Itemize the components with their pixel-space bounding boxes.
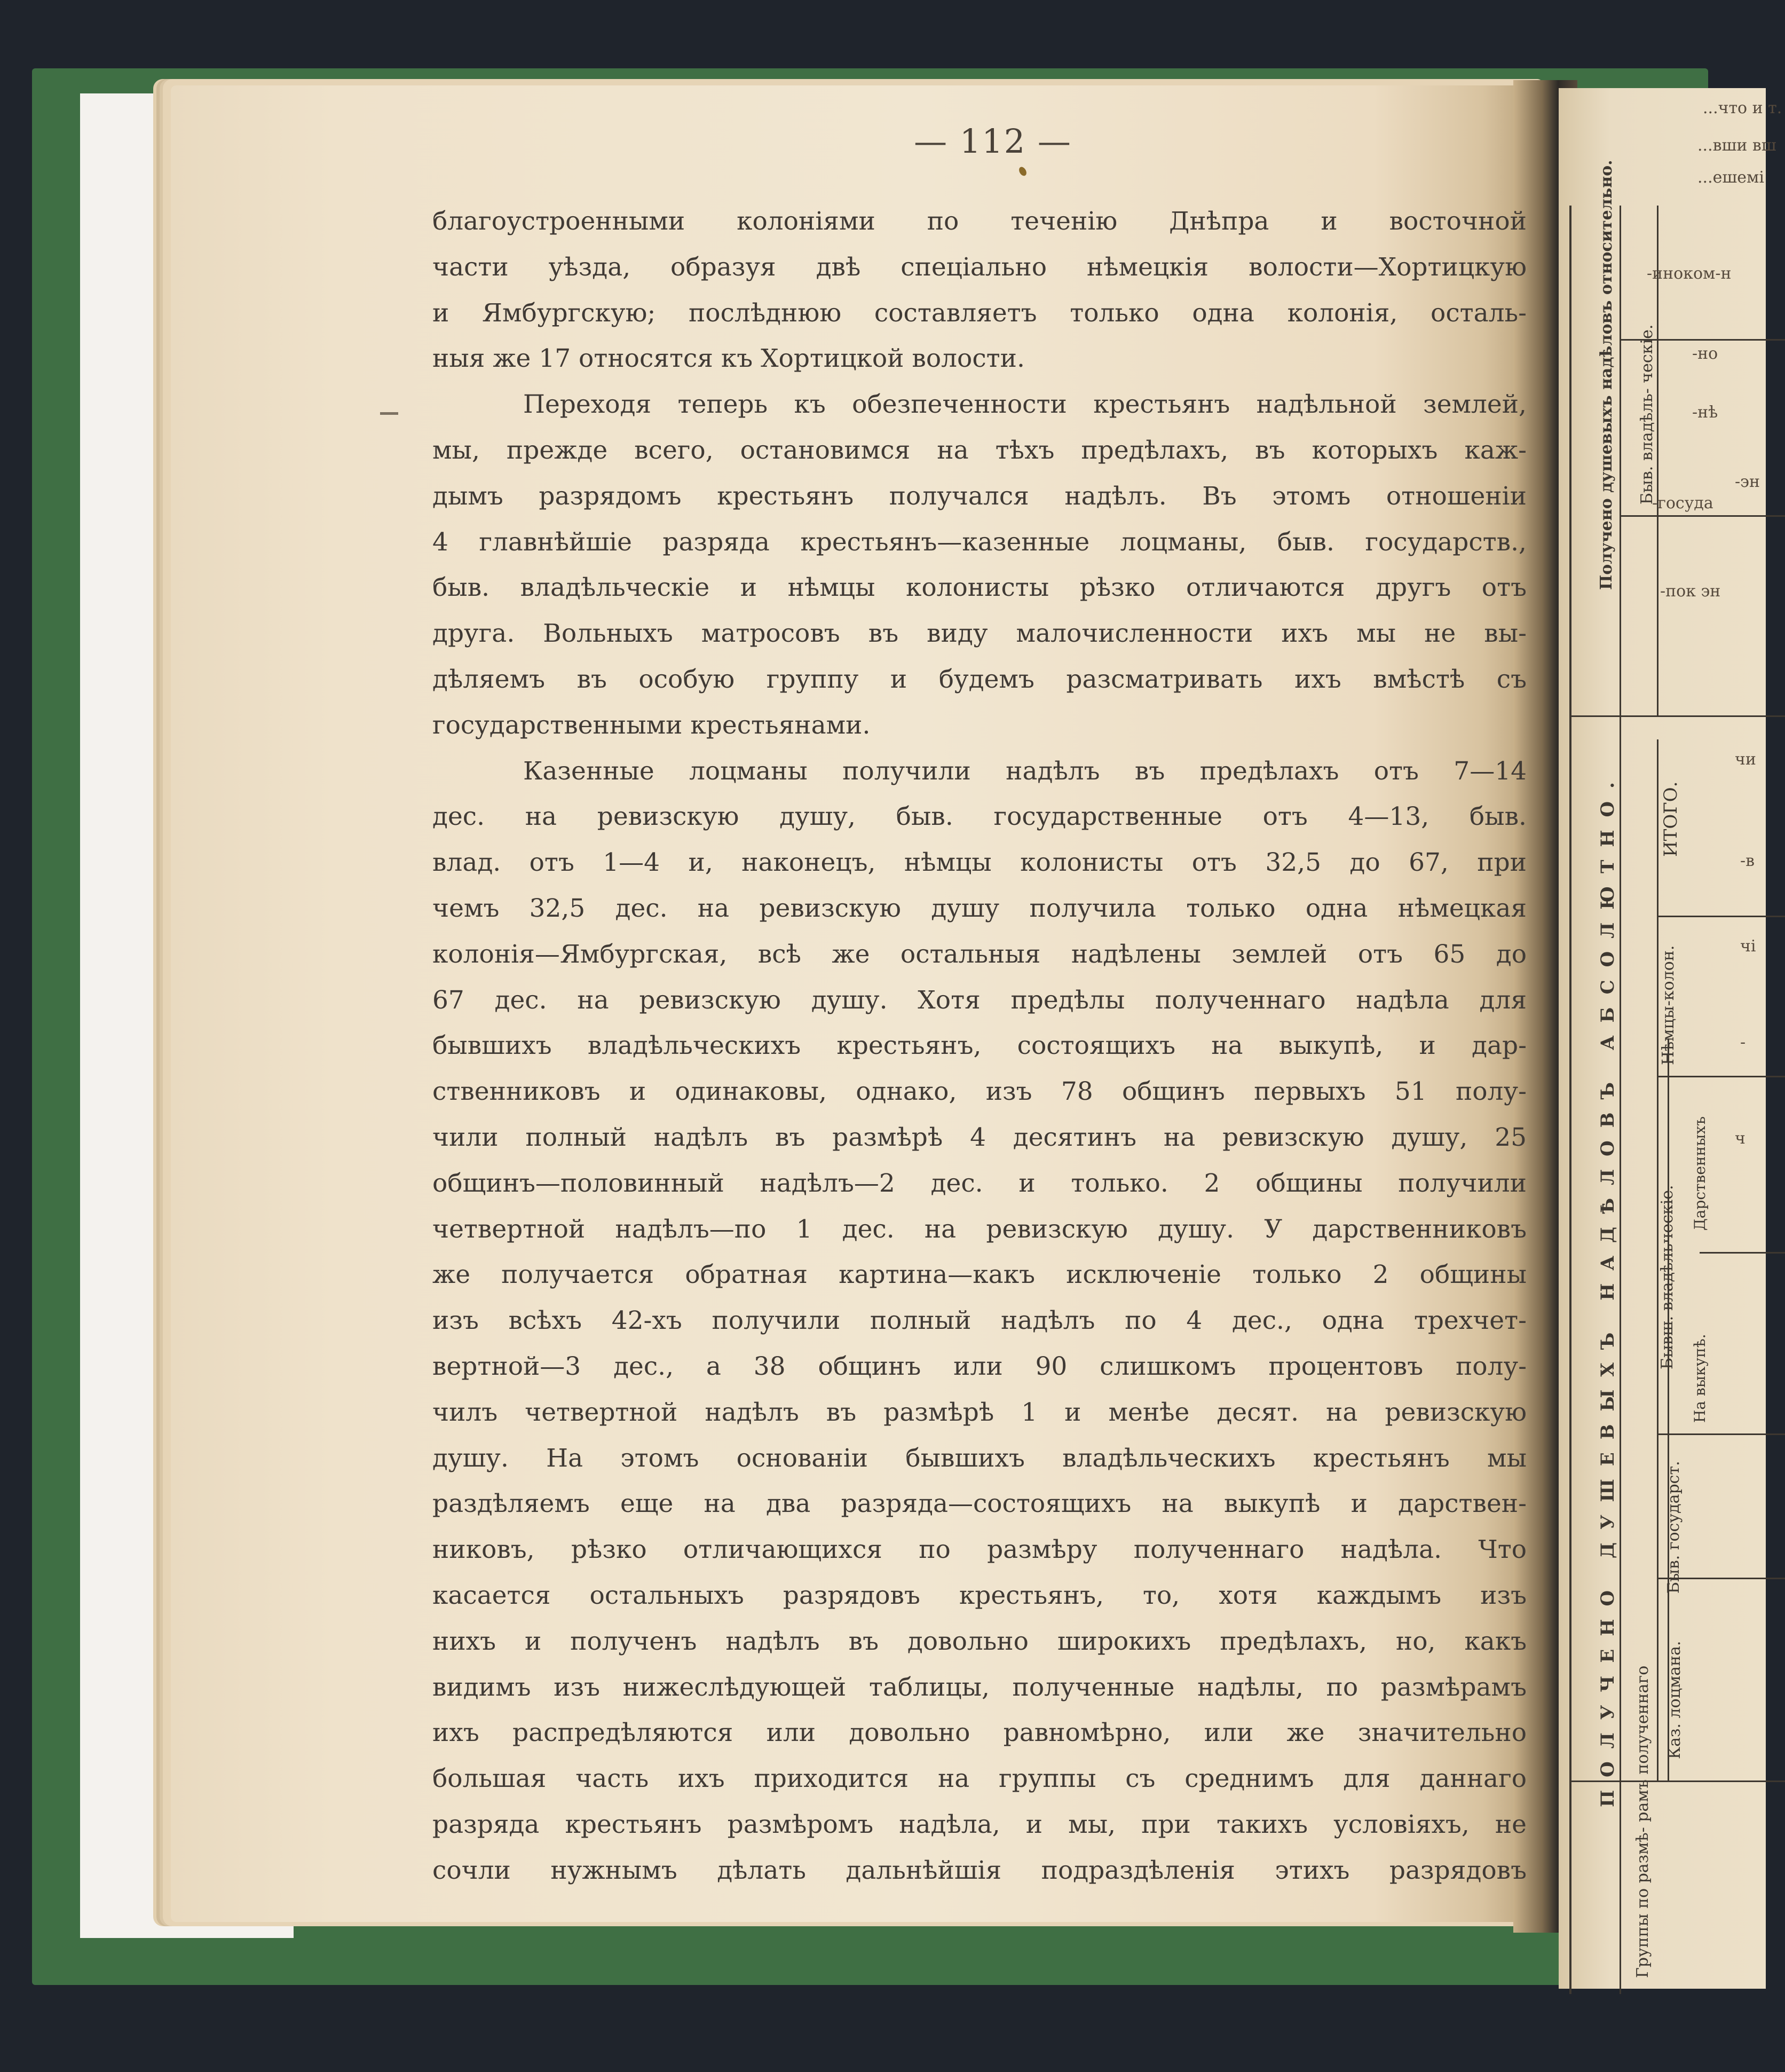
header-byvsh-vladelch: Бывш. владѣльческіе. — [1658, 1185, 1677, 1369]
text-line: Казенные лоцманы получили надѣлъ въ предѣлахъ отъ 7—14 — [523, 756, 1527, 786]
text-line: части уѣзда, образуя двѣ спеціально нѣмецкія волости—Хортицкую — [432, 252, 1527, 282]
text-line: благоустроенными колоніями по теченію Днѣпра и восточной — [432, 207, 1527, 236]
table-rule — [1700, 1252, 1785, 1254]
header-na-vykupe: На выкупѣ. — [1691, 1334, 1709, 1423]
text-line: бывшихъ владѣльческихъ крестьянъ, состоящихъ на выкупѣ, и дар- — [432, 1031, 1527, 1061]
text-line: быв. владѣльческіе и нѣмцы колонисты рѣзко отличаются другъ отъ — [432, 573, 1527, 603]
table-cell-fragment: -в — [1740, 852, 1755, 870]
table-cell-fragment: -пок эн — [1660, 582, 1721, 601]
header-absolute: ПОЛУЧЕНО ДУШЕВЫХЪ НАДѢЛОВЪ АБСОЛЮТНО. — [1597, 769, 1618, 1807]
text-line: 4 главнѣйшіе разряда крестьянъ—казенные лоцманы, быв. государств., — [432, 527, 1527, 557]
facing-page — [1559, 88, 1782, 1989]
table-cell-fragment: - — [1740, 1033, 1746, 1052]
text-line: Переходя теперь къ обезпеченности крестьянъ надѣльной землей, — [523, 390, 1527, 420]
text-line: никовъ, рѣзко отличающихся по размѣру полученнаго надѣла. Что — [432, 1535, 1527, 1565]
table-cell-fragment: чи — [1735, 750, 1756, 769]
text-line: дѣляемъ въ особую группу и будемъ разсматривать ихъ вмѣстѣ съ — [432, 664, 1527, 694]
text-line: же получается обратная картина—какъ исключеніе только 2 общины — [432, 1260, 1527, 1290]
table-rule — [1657, 1076, 1785, 1077]
text-line: большая часть ихъ приходится на группы съ среднимъ для даннаго — [432, 1764, 1527, 1794]
text-line: ихъ распредѣляются или довольно равномѣрно, или же значительно — [432, 1718, 1527, 1748]
text-line: чилъ четвертной надѣлъ въ размѣрѣ 1 и менѣе десят. на ревизскую — [432, 1397, 1527, 1427]
text-line: касается остальныхъ разрядовъ крестьянъ, то, хотя каждымъ изъ — [432, 1580, 1527, 1610]
text-line: изъ всѣхъ 42-хъ получили полный надѣлъ по 4 дес., одна трехчет- — [432, 1306, 1527, 1336]
text-line: колонія—Ямбургская, всѣ же остальныя надѣлены землей отъ 65 до — [432, 939, 1527, 969]
text-line: чили полный надѣлъ въ размѣрѣ 4 десятинъ на ревизскую душу, 25 — [432, 1122, 1527, 1152]
text-line: мы, прежде всего, остановимся на тѣхъ предѣлахъ, въ которыхъ каж- — [432, 435, 1527, 465]
header-relative: Получено душевыхъ надѣловъ относительно. — [1597, 160, 1616, 590]
text-line: дымъ разрядомъ крестьянъ получался надѣлъ. Въ этомъ отношеніи — [432, 481, 1527, 511]
table-rule — [1657, 916, 1785, 917]
header-kaz-lotsmana: Каз. лоцмана. — [1665, 1641, 1684, 1759]
header-darstvennykh: Дарственныхъ — [1691, 1116, 1709, 1231]
text-line: вертной—3 дес., а 38 общинъ или 90 слишкомъ процентовъ полу- — [432, 1351, 1527, 1381]
table-rule — [1620, 206, 1621, 1994]
header-nemtsy: Нѣмцы-колон. — [1659, 945, 1678, 1065]
text-line: сочли нужнымъ дѣлать дальнѣйшія подраздѣленія этихъ разрядовъ — [432, 1855, 1527, 1885]
header-byv-gosudarst: Быв. государст. — [1664, 1461, 1683, 1594]
header-itogo: ИТОГО. — [1660, 781, 1681, 857]
page-number: — 112 — — [914, 122, 1072, 161]
text-line: 67 дес. на ревизскую душу. Хотя предѣлы полученнаго надѣла для — [432, 985, 1527, 1015]
text-line: государственными крестьянами. — [432, 710, 871, 740]
text-line: друга. Вольныхъ матросовъ въ виду малочисленности ихъ мы не вы- — [432, 619, 1527, 649]
text-line: нихъ и полученъ надѣлъ въ довольно широкихъ предѣлахъ, но, какъ — [432, 1626, 1527, 1656]
text-line: влад. отъ 1—4 и, наконецъ, нѣмцы колонисты отъ 32,5 до 67, при — [432, 848, 1527, 878]
text-line: разряда крестьянъ размѣромъ надѣла, и мы, при такихъ условіяхъ, не — [432, 1809, 1527, 1839]
text-line: раздѣляемъ еще на два разряда—состоящихъ на выкупѣ и дарствен- — [432, 1489, 1527, 1519]
header-byv-vladelch: Быв. владѣль- ческіе. — [1638, 324, 1656, 505]
table-rule — [1620, 515, 1785, 517]
text-line: ственниковъ и одинаковы, однако, изъ 78 общинъ первыхъ 51 полу- — [432, 1077, 1527, 1107]
header-gruppy: Группы по размѣ- рамъ полученнаго — [1633, 1665, 1652, 1978]
table-rule — [1571, 715, 1785, 717]
table-cell-fragment: -эн — [1735, 472, 1760, 491]
table-cell-fragment: -госуда — [1652, 494, 1713, 513]
table-rule — [1657, 1433, 1785, 1435]
text-line: четвертной надѣлъ—по 1 дес. на ревизскую душу. У дарственниковъ — [432, 1214, 1527, 1244]
body-text — [432, 199, 1527, 1893]
bleed-through-text: ...вши вш — [1697, 136, 1776, 155]
table-cell-fragment: -нѣ — [1692, 403, 1718, 422]
margin-pencil-mark — [380, 412, 398, 415]
text-line: и Ямбургскую; послѣднюю составляетъ только одна колонія, осталь- — [432, 298, 1527, 328]
text-line: чемъ 32,5 дес. на ревизскую душу получила только одна нѣмецкая — [432, 893, 1527, 923]
text-line: душу. На этомъ основаніи бывшихъ владѣльческихъ крестьянъ мы — [432, 1443, 1527, 1473]
bleed-through-text: ...ешемі — [1697, 168, 1764, 187]
text-line: общинъ—половинный надѣлъ—2 дес. и только. 2 общины получили — [432, 1168, 1527, 1198]
table-cell-fragment: -иноком-н — [1647, 264, 1732, 283]
table-cell-fragment: -но — [1692, 344, 1718, 363]
text-line: дес. на ревизскую душу, быв. государственные отъ 4—13, быв. — [432, 802, 1527, 832]
bleed-through-text: ...что и т. — [1703, 99, 1782, 117]
table-cell-fragment: чі — [1740, 937, 1756, 956]
text-line: видимъ изъ нижеслѣдующей таблицы, полученные надѣлы, по размѣрамъ — [432, 1672, 1527, 1702]
table-cell-fragment: ч — [1735, 1129, 1745, 1148]
text-line: ныя же 17 относятся къ Хортицкой волости. — [432, 344, 1025, 374]
